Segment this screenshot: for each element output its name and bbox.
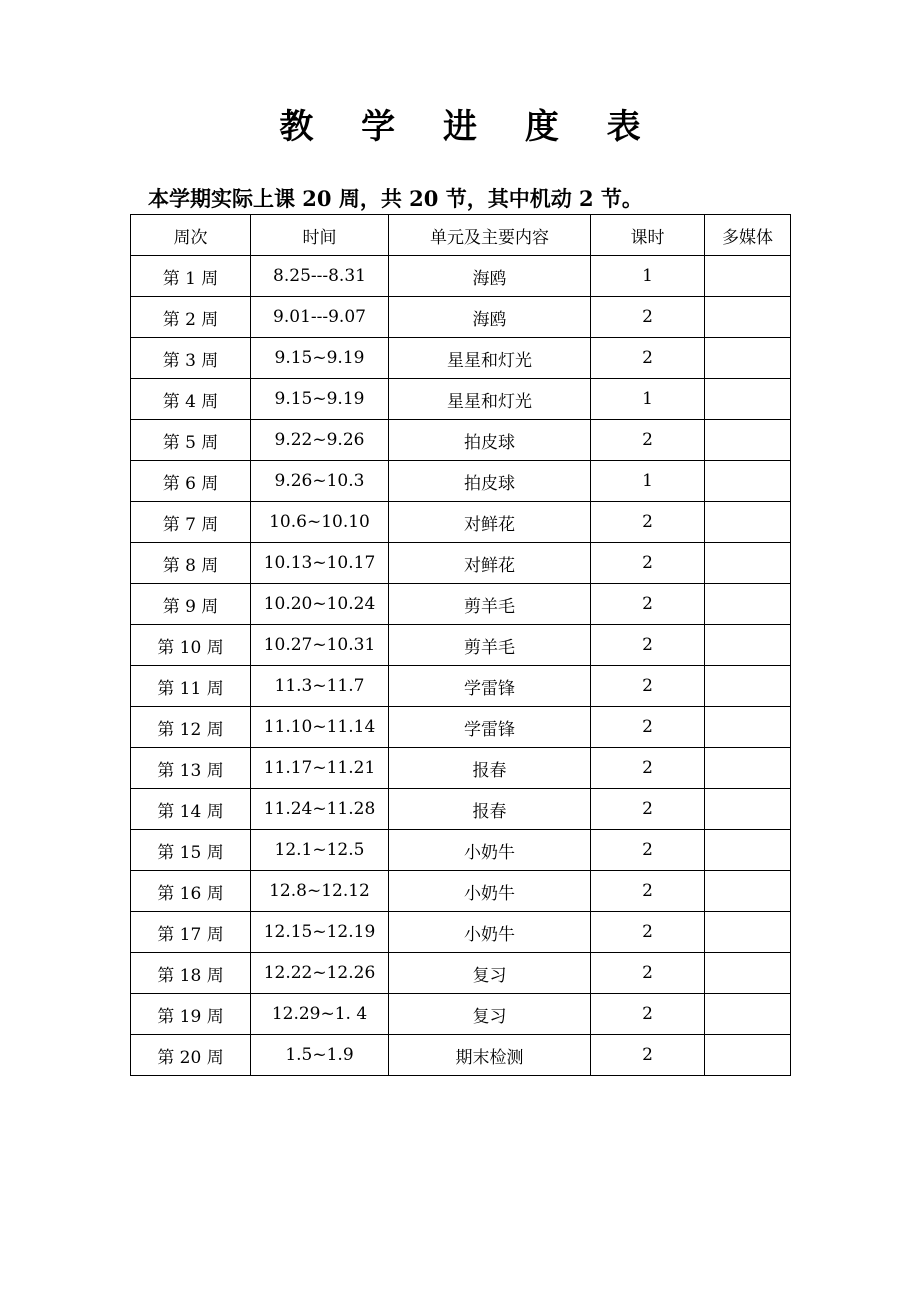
cell-week: 第 16 周 [131, 871, 251, 912]
cell-time: 8.25---8.31 [251, 256, 389, 297]
table-row [131, 420, 791, 461]
cell-time: 12.29~1. 4 [251, 994, 389, 1035]
cell-time: 12.22~12.26 [251, 953, 389, 994]
cell-hours: 2 [591, 420, 705, 461]
cell-hours: 2 [591, 666, 705, 707]
table-row [131, 584, 791, 625]
table-row [131, 666, 791, 707]
cell-content: 剪羊毛 [389, 584, 591, 625]
cell-media [705, 379, 791, 420]
table-row [131, 953, 791, 994]
table-row [131, 871, 791, 912]
table-row [131, 830, 791, 871]
cell-media [705, 707, 791, 748]
cell-time: 10.27~10.31 [251, 625, 389, 666]
cell-week: 第 5 周 [131, 420, 251, 461]
cell-media [705, 666, 791, 707]
cell-content: 期末检测 [389, 1035, 591, 1076]
cell-media [705, 502, 791, 543]
table-row [131, 625, 791, 666]
cell-media [705, 871, 791, 912]
cell-week: 第 4 周 [131, 379, 251, 420]
cell-week: 第 17 周 [131, 912, 251, 953]
cell-media [705, 256, 791, 297]
cell-week: 第 2 周 [131, 297, 251, 338]
cell-hours: 2 [591, 584, 705, 625]
cell-week: 第 20 周 [131, 1035, 251, 1076]
table-row [131, 297, 791, 338]
cell-week: 第 9 周 [131, 584, 251, 625]
cell-hours: 2 [591, 830, 705, 871]
table-row [131, 502, 791, 543]
cell-media [705, 789, 791, 830]
table-row [131, 379, 791, 420]
cell-content: 小奶牛 [389, 871, 591, 912]
cell-time: 11.10~11.14 [251, 707, 389, 748]
header-time: 时间 [251, 215, 389, 256]
cell-time: 11.3~11.7 [251, 666, 389, 707]
cell-hours: 2 [591, 953, 705, 994]
cell-content: 小奶牛 [389, 830, 591, 871]
cell-time: 12.1~12.5 [251, 830, 389, 871]
cell-media [705, 297, 791, 338]
cell-time: 12.8~12.12 [251, 871, 389, 912]
cell-hours: 2 [591, 502, 705, 543]
cell-content: 小奶牛 [389, 912, 591, 953]
cell-media [705, 543, 791, 584]
table-row [131, 912, 791, 953]
cell-hours: 2 [591, 789, 705, 830]
cell-content: 报春 [389, 789, 591, 830]
cell-week: 第 18 周 [131, 953, 251, 994]
cell-hours: 2 [591, 994, 705, 1035]
cell-week: 第 1 周 [131, 256, 251, 297]
table-body [131, 256, 791, 1076]
cell-content: 海鸥 [389, 256, 591, 297]
cell-content: 报春 [389, 748, 591, 789]
cell-media [705, 584, 791, 625]
cell-week: 第 19 周 [131, 994, 251, 1035]
table-row [131, 256, 791, 297]
table-row [131, 1035, 791, 1076]
cell-hours: 2 [591, 707, 705, 748]
cell-content: 海鸥 [389, 297, 591, 338]
cell-hours: 2 [591, 625, 705, 666]
table-row [131, 338, 791, 379]
cell-hours: 1 [591, 379, 705, 420]
cell-media [705, 748, 791, 789]
page-title: 教 学 进 度 表 [279, 107, 659, 147]
cell-time: 1.5~1.9 [251, 1035, 389, 1076]
cell-time: 12.15~12.19 [251, 912, 389, 953]
cell-media [705, 953, 791, 994]
cell-time: 9.22~9.26 [251, 420, 389, 461]
cell-time: 10.20~10.24 [251, 584, 389, 625]
cell-content: 剪羊毛 [389, 625, 591, 666]
header-media: 多媒体 [705, 215, 791, 256]
cell-week: 第 6 周 [131, 461, 251, 502]
header-content: 单元及主要内容 [389, 215, 591, 256]
cell-time: 9.15~9.19 [251, 338, 389, 379]
cell-media [705, 1035, 791, 1076]
cell-week: 第 11 周 [131, 666, 251, 707]
header-week: 周次 [131, 215, 251, 256]
cell-hours: 1 [591, 461, 705, 502]
table-row [131, 461, 791, 502]
cell-hours: 2 [591, 748, 705, 789]
header-hours: 课时 [591, 215, 705, 256]
cell-content: 对鲜花 [389, 502, 591, 543]
cell-content: 拍皮球 [389, 420, 591, 461]
cell-content: 对鲜花 [389, 543, 591, 584]
cell-hours: 2 [591, 297, 705, 338]
cell-hours: 2 [591, 912, 705, 953]
cell-content: 复习 [389, 994, 591, 1035]
cell-media [705, 338, 791, 379]
cell-content: 复习 [389, 953, 591, 994]
cell-time: 9.01---9.07 [251, 297, 389, 338]
cell-hours: 2 [591, 338, 705, 379]
cell-week: 第 14 周 [131, 789, 251, 830]
table-row [131, 994, 791, 1035]
cell-week: 第 12 周 [131, 707, 251, 748]
cell-week: 第 3 周 [131, 338, 251, 379]
table-row [131, 707, 791, 748]
cell-content: 学雷锋 [389, 707, 591, 748]
cell-content: 学雷锋 [389, 666, 591, 707]
cell-hours: 2 [591, 871, 705, 912]
semester-summary: 本学期实际上课 20 周，共 20 节，其中机动 2 节。 [148, 186, 643, 211]
table-header-row [131, 215, 791, 256]
cell-week: 第 8 周 [131, 543, 251, 584]
cell-content: 拍皮球 [389, 461, 591, 502]
cell-media [705, 912, 791, 953]
table-row [131, 748, 791, 789]
cell-week: 第 15 周 [131, 830, 251, 871]
cell-content: 星星和灯光 [389, 379, 591, 420]
teaching-schedule-table [130, 214, 791, 1076]
cell-hours: 2 [591, 1035, 705, 1076]
cell-media [705, 994, 791, 1035]
cell-time: 10.13~10.17 [251, 543, 389, 584]
cell-time: 11.24~11.28 [251, 789, 389, 830]
cell-time: 9.15~9.19 [251, 379, 389, 420]
cell-week: 第 13 周 [131, 748, 251, 789]
cell-time: 10.6~10.10 [251, 502, 389, 543]
cell-week: 第 10 周 [131, 625, 251, 666]
cell-media [705, 420, 791, 461]
cell-time: 11.17~11.21 [251, 748, 389, 789]
cell-hours: 1 [591, 256, 705, 297]
cell-media [705, 830, 791, 871]
cell-media [705, 625, 791, 666]
table-row [131, 789, 791, 830]
cell-hours: 2 [591, 543, 705, 584]
table-row [131, 543, 791, 584]
cell-week: 第 7 周 [131, 502, 251, 543]
cell-content: 星星和灯光 [389, 338, 591, 379]
cell-time: 9.26~10.3 [251, 461, 389, 502]
cell-media [705, 461, 791, 502]
